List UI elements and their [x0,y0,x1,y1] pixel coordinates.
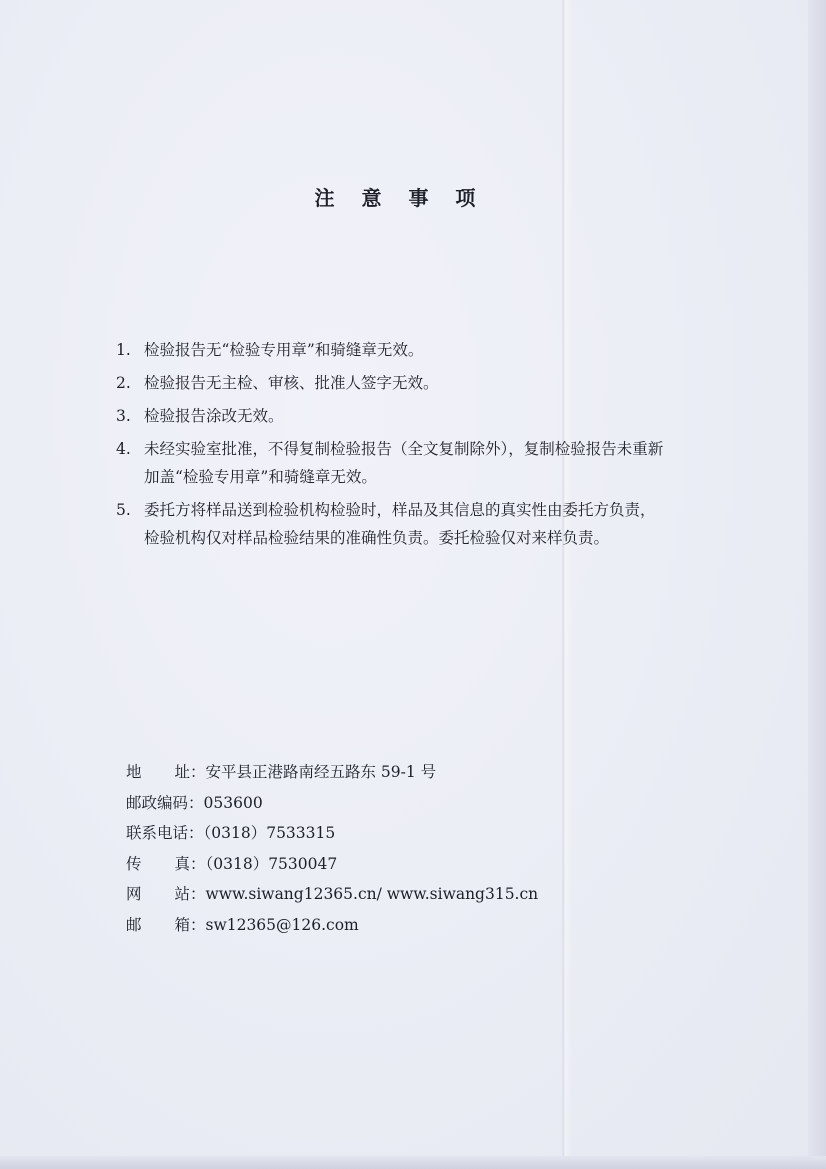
note-number: 2. [116,374,131,392]
website-value: ：www.siwang12365.cn/ www.siwang315.cn [190,885,539,903]
website-row [126,879,686,910]
phone-label: 联系电话 [126,824,189,842]
note-number: 3. [116,407,131,425]
note-number: 4. [116,440,131,458]
note-text: 委托方将样品送到检验机构检验时，样品及其信息的真实性由委托方负责， [144,501,656,519]
address-row [126,757,686,788]
email-value: ：sw12365@126.com [190,915,359,934]
address-label: 地 址 [126,763,190,781]
notes-list [116,336,736,557]
website-label: 网 站 [126,885,190,903]
fax-label: 传 真 [126,854,190,873]
note-item-4 [116,435,736,491]
postcode-row [126,788,686,819]
phone-value: ：（0318）7533315 [188,824,336,842]
address-value: ：安平县正港路南经五路东 59-1 号 [190,763,437,781]
note-item-3 [116,402,736,430]
fax-value: ：（0318）7530047 [190,854,338,873]
note-item-2 [116,369,736,397]
note-number: 1. [116,341,131,359]
note-text: 检验报告无“检验专用章”和骑缝章无效。 [144,341,424,359]
email-row [126,910,686,941]
phone-row [126,818,686,849]
postcode-label: 邮政编码 [126,793,189,812]
note-item-5 [116,496,736,552]
note-number: 5. [116,501,131,519]
page-edge-right [808,0,826,1169]
note-text: 检验报告涂改无效。 [144,407,284,425]
fax-row [126,849,686,880]
note-text: 未经实验室批准，不得复制检验报告（全文复制除外），复制检验报告未重新 [144,440,664,458]
page-edge-bottom [0,1156,826,1169]
note-item-1 [116,336,736,364]
note-text-continued: 加盖“检验专用章”和骑缝章无效。 [144,468,377,486]
page-title: 注 意 事 项 [314,186,486,210]
contact-info [126,757,686,940]
postcode-value: ：053600 [188,793,263,812]
note-text-continued: 检验机构仅对样品检验结果的准确性负责。委托检验仅对来样负责。 [144,529,610,547]
note-text: 检验报告无主检、审核、批准人签字无效。 [144,374,439,392]
email-label: 邮 箱 [126,915,190,934]
